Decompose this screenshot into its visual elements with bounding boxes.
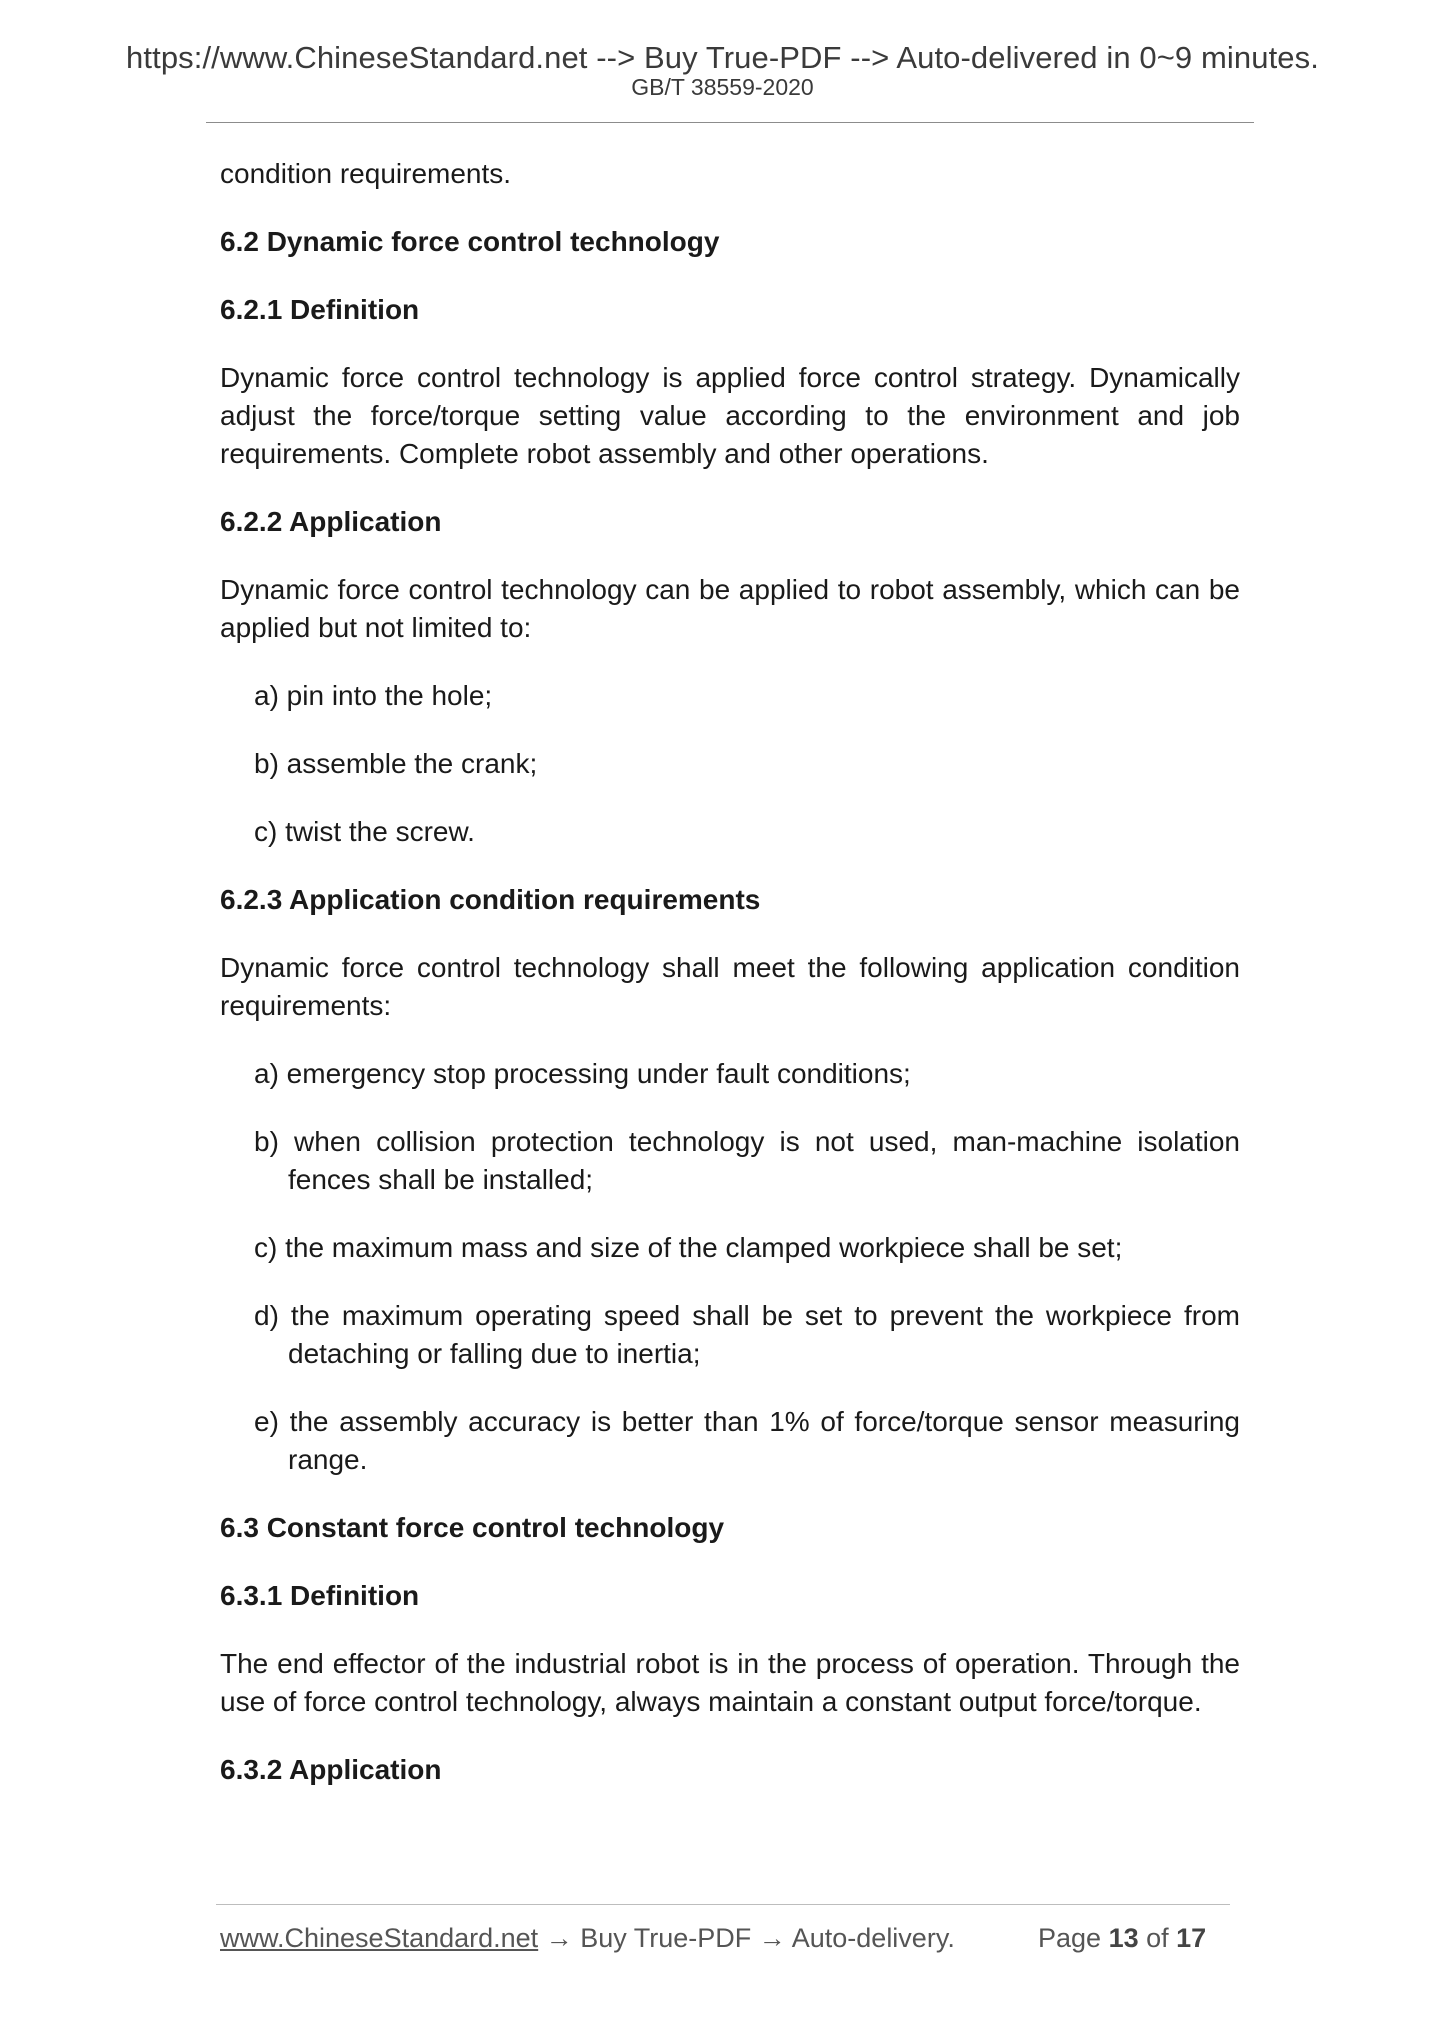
header-divider [206,122,1254,123]
document-code: GB/T 38559-2020 [631,74,814,100]
paragraph-6-3-1: The end effector of the industrial robot is in the process of operation. Through the use of force control technology, always maintain a constant output force/torque. [220,1648,1240,1717]
page-total: 17 [1176,1923,1207,1953]
list-item: b) assemble the crank; [254,748,538,779]
section-heading-6-3-1: 6.3.1 Definition [220,1580,420,1611]
paragraph-6-2-2: Dynamic force control technology can be applied to robot assembly, which can be applied but not limited to: [220,574,1240,643]
paragraph-6-2-3: Dynamic force control technology shall meet the following application condition requirements: [220,952,1240,1021]
section-heading-6-2-3: 6.2.3 Application condition requirements [220,884,761,915]
list-item: b) when collision protection technology is not used, man-machine isolation fences shall be installed; [254,1126,1240,1195]
list-item: d) the maximum operating speed shall be set to prevent the workpiece from detaching or falling due to inertia; [254,1300,1240,1369]
paragraph-6-2-1: Dynamic force control technology is applied force control strategy. Dynamically adjust the force/torque setting value according to the environment and job requirements. Complete robot assembly and other operations. [220,362,1240,469]
list-item: a) pin into the hole; [254,680,493,711]
list-item: a) emergency stop processing under fault conditions; [254,1058,911,1089]
footer-tagline: → Buy True-PDF → Auto-delivery. [538,1923,955,1953]
section-heading-6-2-2: 6.2.2 Application [220,506,442,537]
continued-paragraph: condition requirements. [220,158,512,189]
footer-left [220,1923,955,1954]
footer-site-link[interactable]: www.ChineseStandard.net [220,1923,539,1953]
top-banner: https://www.ChineseStandard.net --> Buy True-PDF --> Auto-delivered in 0~9 minutes. [126,40,1319,75]
list-item: e) the assembly accuracy is better than 1% of force/torque sensor measuring range. [254,1406,1240,1475]
section-heading-6-2: 6.2 Dynamic force control technology [220,226,720,257]
page-of-label: of [1138,1923,1177,1953]
page-indicator [1038,1923,1206,1954]
list-item: c) the maximum mass and size of the clamped workpiece shall be set; [254,1232,1123,1263]
section-heading-6-3: 6.3 Constant force control technology [220,1512,725,1543]
footer-divider [216,1904,1230,1905]
section-heading-6-3-2: 6.3.2 Application [220,1754,442,1785]
page-label: Page [1038,1923,1109,1953]
document-body [220,155,1240,1819]
list-item: c) twist the screw. [254,816,475,847]
page-current: 13 [1108,1923,1139,1953]
section-heading-6-2-1: 6.2.1 Definition [220,294,420,325]
